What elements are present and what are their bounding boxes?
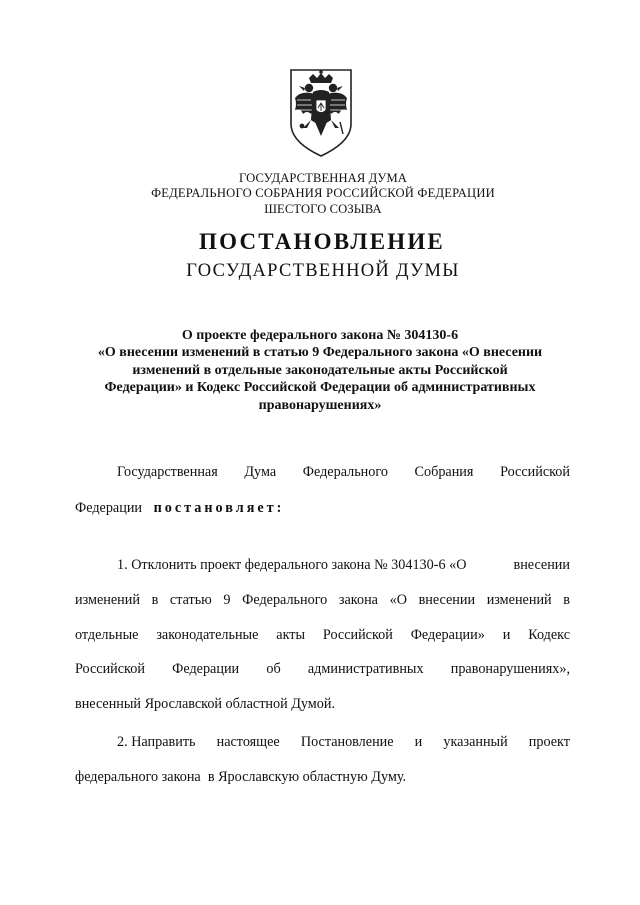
clause-1-word: и <box>502 627 511 643</box>
preamble-word: Федерации <box>75 500 143 516</box>
clause-2-word: указанный <box>443 734 508 750</box>
clause-1-line-1 <box>117 558 570 572</box>
clause-1-word: отдельные <box>75 627 139 643</box>
clause-1-word: Федерального <box>242 592 328 608</box>
clause-1-text: 1. Отклонить проект федерального закона № 304130-6 «О <box>117 557 467 573</box>
clause-2-word: и <box>414 734 423 750</box>
clause-2-line-1 <box>117 735 570 749</box>
preamble-line-1 <box>117 465 570 479</box>
clause-1-word: изменений <box>75 592 140 608</box>
clause-1-word: изменений <box>486 592 552 608</box>
preamble-line-2 <box>75 501 570 515</box>
clause-1-word: правонарушениях», <box>450 661 570 677</box>
clause-1-word: в <box>151 592 159 608</box>
clause-1-word: административных <box>307 661 424 677</box>
clause-2-word: Постановление <box>300 734 394 750</box>
clause-1-word: Федерации <box>172 661 240 677</box>
clause-1-word: 9 <box>223 592 231 608</box>
clause-1-line-5: внесенный Ярославской областной Думой. <box>75 696 336 712</box>
clause-2-word: 2. Направить <box>117 734 196 750</box>
state-emblem-icon <box>285 64 357 160</box>
clause-1-word: Российской <box>75 661 145 677</box>
document-issuer: ГОСУДАРСТВЕННОЙ ДУМЫ <box>186 261 460 281</box>
assembly-name: ФЕДЕРАЛЬНОГО СОБРАНИЯ РОССИЙСКОЙ ФЕДЕРАЦИИ <box>151 186 495 200</box>
document-type-title: ПОСТАНОВЛЕНИЕ <box>199 229 445 254</box>
clause-1-line-4 <box>75 662 570 676</box>
clause-1-word: статью <box>169 592 212 608</box>
preamble-word: Государственная <box>117 464 218 480</box>
clause-1-word: внесении <box>418 592 476 608</box>
clause-2-word: настоящее <box>216 734 280 750</box>
bill-title-line: О проекте федерального закона № 304130-6 <box>181 328 459 343</box>
preamble-word: Дума <box>244 464 277 480</box>
preamble-word: Федерального <box>302 464 388 480</box>
preamble-word: Российской <box>500 464 570 480</box>
clause-1-word: в <box>563 592 570 608</box>
clause-1-word: закона <box>338 592 378 608</box>
clause-1-word: об <box>266 661 281 677</box>
bill-title-line: Федерации» и Кодекс Российской Федерации об административных <box>104 380 536 396</box>
bill-title <box>60 327 580 414</box>
organization-name: ГОСУДАРСТВЕННАЯ ДУМА <box>239 171 407 185</box>
clause-1-text: внесении <box>513 557 570 573</box>
preamble-word: Собрания <box>414 464 474 480</box>
clause-1-word: Федерации» <box>410 627 485 643</box>
clause-1-line-3 <box>75 628 570 642</box>
decrees-word: постановляет: <box>153 500 285 516</box>
clause-1-word: Российской <box>322 627 393 643</box>
clause-1-word: «О <box>389 592 407 608</box>
bill-title-line: правонарушениях» <box>258 397 382 413</box>
bill-title-line: «О внесении изменений в статью 9 Федерального закона «О внесении <box>97 345 543 361</box>
convocation: ШЕСТОГО СОЗЫВА <box>264 202 382 216</box>
clause-1-word: Кодекс <box>528 627 570 643</box>
clause-2-line-2: федерального закона в Ярославскую областную Думу. <box>75 769 407 785</box>
clause-1-line-2 <box>75 593 570 607</box>
clause-1-word: законодательные <box>156 627 259 643</box>
clause-1-word: акты <box>276 627 306 643</box>
clause-2-word: проект <box>528 734 570 750</box>
bill-title-line: изменений в отдельные законодательные акты Российской <box>132 362 508 378</box>
